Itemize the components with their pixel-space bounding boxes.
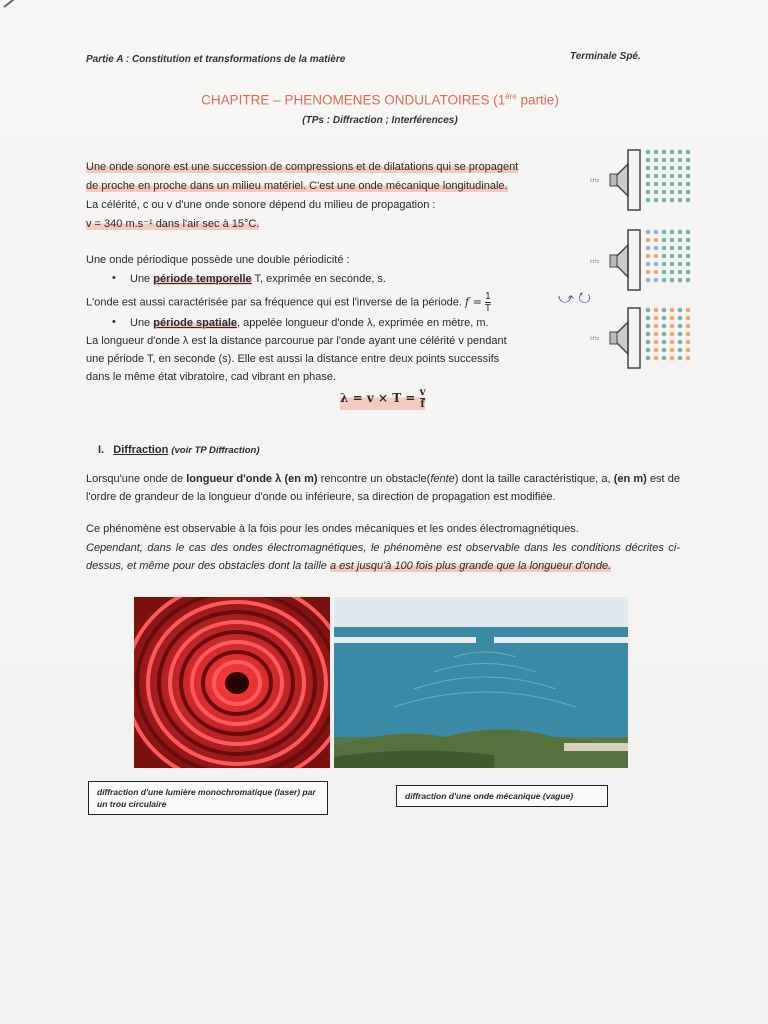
diffraction-paragraph-2: Ce phénomène est observable à la fois pour les ondes mécaniques et les ondes électromagnétiques. bbox=[86, 523, 579, 535]
periodic-line-1: Une onde périodique possède une double périodicité : bbox=[86, 254, 350, 266]
particle-dot bbox=[686, 340, 691, 345]
intro-text: Une onde sonore est une succession de compressions et de dilatations qui se propagent bbox=[86, 161, 519, 173]
section-note: (voir TP Diffraction) bbox=[171, 445, 260, 456]
bullet-spatial: Une période spatiale, appelée longueur d'onde λ, exprimée en mètre, m. bbox=[130, 317, 489, 329]
particle-dot bbox=[662, 182, 667, 187]
particle-dot bbox=[670, 182, 675, 187]
particle-dot bbox=[646, 332, 651, 337]
periodic-line-3: La longueur d'onde λ est la distance parcourue par l'onde ayant une célérité v pendant bbox=[86, 335, 507, 347]
particle-dot bbox=[646, 230, 651, 235]
particle-dot bbox=[686, 278, 691, 283]
particle-dot bbox=[670, 174, 675, 179]
particle-dot bbox=[678, 190, 683, 195]
particle-dot bbox=[670, 316, 675, 321]
particle-dot bbox=[654, 332, 659, 337]
particle-dot bbox=[670, 190, 675, 195]
particle-dot bbox=[646, 262, 651, 267]
particle-dot bbox=[686, 166, 691, 171]
particle-dot bbox=[686, 238, 691, 243]
particle-dot bbox=[670, 238, 675, 243]
particle-dot bbox=[646, 190, 651, 195]
chapter-subtitle: (TPs : Diffraction ; Interférences) bbox=[302, 115, 458, 126]
periodic-line-2: L'onde est aussi caractérisée par sa fréquence qui est l'inverse de la période. f = $\frac{1}{T}$ bbox=[86, 291, 492, 314]
particle-dot bbox=[678, 270, 683, 275]
caption-laser: diffraction d'une lumière monochromatique (laser) par un trou circulaire bbox=[88, 781, 328, 815]
particle-dot bbox=[670, 198, 675, 203]
particle-dot bbox=[654, 246, 659, 251]
intro-line-1 bbox=[86, 158, 518, 176]
particle-dot bbox=[662, 324, 667, 329]
wavelength-formula: λ = v × T = $\frac{v}{f}$ bbox=[340, 387, 426, 410]
intro-text: de proche en proche dans un milieu matériel. C'est une onde mécanique longitudinale. bbox=[86, 180, 508, 192]
highlighted-text: a est jusqu'à 100 fois plus grande que la longueur d'onde. bbox=[329, 560, 612, 572]
particle-dot bbox=[670, 340, 675, 345]
particle-dot bbox=[686, 182, 691, 187]
svg-text:kHz: kHz bbox=[590, 336, 600, 342]
particle-dot bbox=[678, 238, 683, 243]
particle-dot bbox=[662, 356, 667, 361]
particle-dot bbox=[662, 262, 667, 267]
particle-dot bbox=[686, 324, 691, 329]
spatial-period-term: période spatiale bbox=[153, 317, 238, 329]
particle-dot bbox=[670, 324, 675, 329]
particle-dot bbox=[670, 356, 675, 361]
temporal-period-term: période temporelle bbox=[153, 273, 252, 285]
particle-dot bbox=[670, 278, 675, 283]
diffraction-paragraph-3: Cependant, dans le cas des ondes électromagnétiques, le phénomène est observable dans les conditions décrites ci-dessus, et même pour des obstacles dont la taille a est jusqu'à 100 fois plus grande que la longueur d'onde. bbox=[86, 542, 680, 572]
particle-dot bbox=[678, 356, 683, 361]
particle-dot bbox=[654, 278, 659, 283]
particle-dot bbox=[646, 198, 651, 203]
particle-dot bbox=[662, 174, 667, 179]
particle-dot bbox=[646, 356, 651, 361]
particle-dot bbox=[670, 166, 675, 171]
particle-dot bbox=[654, 190, 659, 195]
particle-dot bbox=[654, 348, 659, 353]
particle-dot bbox=[662, 332, 667, 337]
particle-dot bbox=[646, 238, 651, 243]
particle-dot bbox=[686, 198, 691, 203]
particle-dot bbox=[670, 254, 675, 259]
speaker-diagram-3 bbox=[590, 308, 640, 368]
periodic-line-4: une période T, en seconde (s). Elle est aussi la distance entre deux points successifs bbox=[86, 353, 500, 365]
particle-dot bbox=[670, 158, 675, 163]
svg-text:kHz: kHz bbox=[590, 178, 600, 184]
particle-dot bbox=[654, 254, 659, 259]
particle-dot bbox=[678, 174, 683, 179]
laser-diffraction-photo bbox=[134, 597, 330, 768]
particle-dot bbox=[646, 254, 651, 259]
particle-dot bbox=[662, 316, 667, 321]
particle-dot bbox=[686, 356, 691, 361]
particle-dot bbox=[686, 270, 691, 275]
particle-dot bbox=[686, 150, 691, 155]
particle-dot bbox=[654, 158, 659, 163]
particle-dot bbox=[646, 340, 651, 345]
particle-dot bbox=[686, 262, 691, 267]
particle-dot bbox=[646, 166, 651, 171]
particle-dot bbox=[678, 262, 683, 267]
periodic-line-5: dans le même état vibratoire, cad vibrant en phase. bbox=[86, 371, 337, 383]
sound-wave-diagrams bbox=[588, 142, 698, 372]
particle-dot bbox=[678, 340, 683, 345]
particle-dot bbox=[654, 308, 659, 313]
header-right: Terminale Spé. bbox=[570, 51, 641, 62]
diffraction-paragraph-1: Lorsqu'une onde de longueur d'onde λ (en m) rencontre un obstacle(fente) dont la taille caractéristique, a, (en m) est de l'ordre de grandeur de la longueur d'onde ou inférieure, sa direction de propagation est modifiée. bbox=[86, 473, 680, 503]
particle-dot bbox=[670, 308, 675, 313]
bullet-temporal: Une période temporelle T, exprimée en seconde, s. bbox=[130, 273, 386, 285]
particle-dot bbox=[662, 190, 667, 195]
particle-dot bbox=[662, 230, 667, 235]
particle-dot bbox=[670, 270, 675, 275]
particle-dot bbox=[678, 150, 683, 155]
chapter-title bbox=[120, 92, 640, 108]
particle-dot bbox=[678, 198, 683, 203]
diffraction-rings bbox=[134, 597, 330, 768]
particle-dot bbox=[670, 348, 675, 353]
particle-dot bbox=[646, 158, 651, 163]
speaker-diagram-1 bbox=[590, 150, 640, 210]
particle-dot-grids bbox=[646, 150, 691, 361]
particle-dot bbox=[654, 356, 659, 361]
particle-dot bbox=[686, 246, 691, 251]
particle-dot bbox=[670, 246, 675, 251]
particle-dot bbox=[654, 182, 659, 187]
particle-dot bbox=[654, 262, 659, 267]
coast-scene bbox=[334, 597, 628, 768]
title-text: CHAPITRE – PHENOMENES ONDULATOIRES (1 bbox=[201, 92, 506, 108]
particle-dot bbox=[662, 238, 667, 243]
particle-dot bbox=[654, 324, 659, 329]
particle-dot bbox=[686, 348, 691, 353]
particle-dot bbox=[670, 262, 675, 267]
particle-dot bbox=[670, 230, 675, 235]
particle-dot bbox=[670, 150, 675, 155]
header-left: Partie A : Constitution et transformations de la matière bbox=[86, 54, 346, 65]
freq-fraction: $\frac{1}{T}$ bbox=[484, 291, 492, 314]
particle-dot bbox=[646, 270, 651, 275]
particle-dot bbox=[678, 324, 683, 329]
intro-text: v = 340 m.s⁻¹ dans l'air sec à 15°C. bbox=[86, 218, 260, 230]
particle-dot bbox=[686, 174, 691, 179]
particle-dot bbox=[678, 332, 683, 337]
particle-dot bbox=[654, 230, 659, 235]
particle-dot bbox=[654, 198, 659, 203]
section-heading-diffraction: I. Diffraction (voir TP Diffraction) bbox=[98, 444, 260, 456]
particle-dot bbox=[646, 308, 651, 313]
title-text-end: partie) bbox=[516, 92, 559, 108]
particle-dot bbox=[686, 230, 691, 235]
particle-dot bbox=[654, 238, 659, 243]
section-title: Diffraction bbox=[113, 444, 169, 456]
particle-dot bbox=[646, 316, 651, 321]
particle-dot bbox=[662, 150, 667, 155]
intro-line-4 bbox=[86, 215, 259, 233]
particle-dot bbox=[662, 254, 667, 259]
particle-dot bbox=[646, 174, 651, 179]
particle-dot bbox=[654, 166, 659, 171]
particle-dot bbox=[654, 174, 659, 179]
svg-text:kHz: kHz bbox=[590, 259, 600, 265]
particle-dot bbox=[646, 150, 651, 155]
intro-line-2 bbox=[86, 177, 508, 195]
particle-dot bbox=[678, 316, 683, 321]
freq-formula-lhs: f = bbox=[465, 295, 482, 309]
intro-line-3: La célérité, c ou v d'une onde sonore dépend du milieu de propagation : bbox=[86, 199, 436, 211]
particle-dot bbox=[678, 182, 683, 187]
caption-wave: diffraction d'une onde mécanique (vague) bbox=[396, 785, 608, 807]
particle-dot bbox=[686, 332, 691, 337]
bullet-dot: • bbox=[112, 316, 116, 328]
particle-dot bbox=[686, 158, 691, 163]
particle-dot bbox=[678, 230, 683, 235]
particle-dot bbox=[670, 332, 675, 337]
particle-dot bbox=[662, 278, 667, 283]
particle-dot bbox=[662, 246, 667, 251]
particle-dot bbox=[646, 324, 651, 329]
particle-dot bbox=[646, 182, 651, 187]
particle-dot bbox=[678, 246, 683, 251]
particle-dot bbox=[646, 246, 651, 251]
corner-mark bbox=[3, 0, 39, 8]
particle-dot bbox=[662, 270, 667, 275]
particle-dot bbox=[662, 348, 667, 353]
particle-dot bbox=[662, 166, 667, 171]
particle-dot bbox=[678, 254, 683, 259]
particle-dot bbox=[654, 316, 659, 321]
particle-dot bbox=[646, 348, 651, 353]
particle-dot bbox=[678, 278, 683, 283]
particle-dot bbox=[678, 308, 683, 313]
particle-dot bbox=[646, 278, 651, 283]
particle-dot bbox=[662, 158, 667, 163]
particle-dot bbox=[662, 308, 667, 313]
particle-dot bbox=[686, 254, 691, 259]
particle-dot bbox=[686, 316, 691, 321]
particle-dot bbox=[654, 270, 659, 275]
particle-dot bbox=[654, 150, 659, 155]
particle-dot bbox=[662, 198, 667, 203]
particle-dot bbox=[686, 308, 691, 313]
particle-dot bbox=[678, 158, 683, 163]
handwritten-arrow-mark: ⤻ ↻ bbox=[558, 290, 591, 307]
particle-dot bbox=[654, 340, 659, 345]
particle-dot bbox=[662, 340, 667, 345]
title-sup: ère bbox=[505, 92, 517, 101]
wave-diffraction-photo bbox=[334, 597, 628, 768]
particle-dot bbox=[678, 348, 683, 353]
particle-dot bbox=[686, 190, 691, 195]
particle-dot bbox=[678, 166, 683, 171]
speaker-diagram-2 bbox=[590, 230, 640, 290]
bullet-dot: • bbox=[112, 272, 116, 284]
